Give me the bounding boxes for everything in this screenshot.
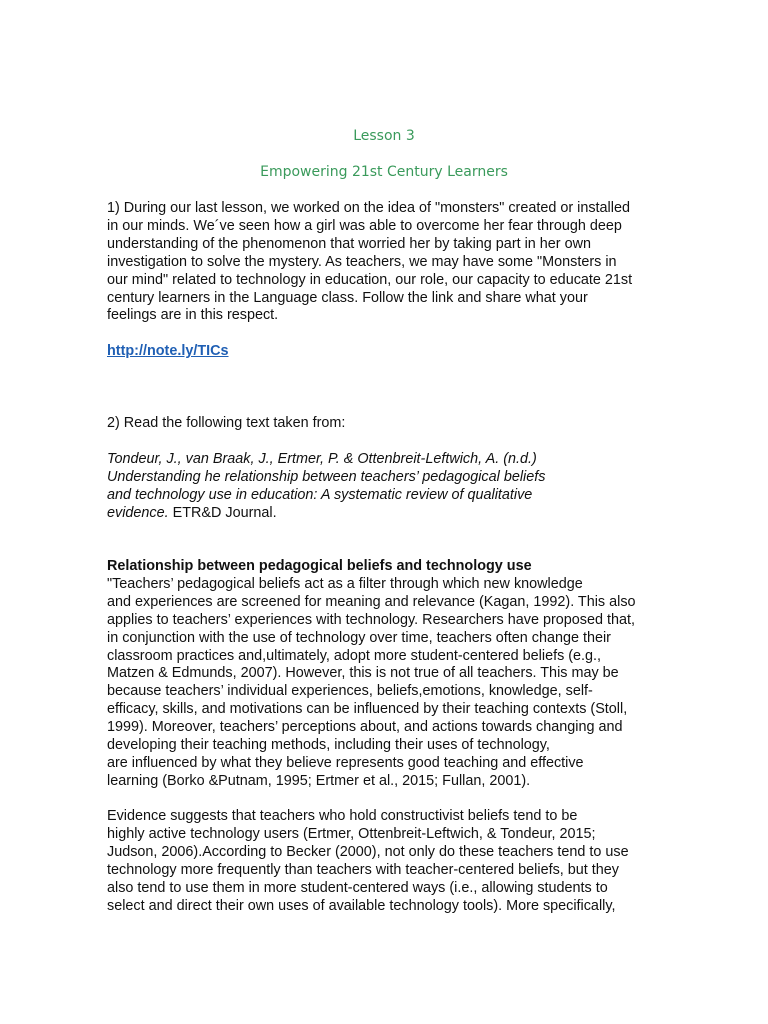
text-line: in conjunction with the use of technology over time, teachers often change their <box>107 629 611 646</box>
text-line: are influenced by what they believe represents good teaching and effective <box>107 754 584 771</box>
text-line: technology more frequently than teachers with teacher-centered beliefs, but they <box>107 861 619 878</box>
link-paragraph <box>107 343 667 361</box>
text-line: 1) During our last lesson, we worked on the idea of "monsters" created or installed <box>107 200 630 216</box>
text-line: efficacy, skills, and motivations can be influenced by their teaching contexts (Stoll, <box>107 701 628 718</box>
text-line: investigation to solve the mystery. As teachers, we may have some "Monsters in <box>107 253 617 270</box>
text-line: 1999). Moreover, teachers’ perceptions about, and actions towards changing and <box>107 719 623 736</box>
text-line: understanding of the phenomenon that worried her by taking part in her own <box>107 235 591 252</box>
text-line: learning (Borko &Putnam, 1995; Ertmer et al., 2015; Fullan, 2001). <box>107 772 531 789</box>
text-line: developing their teaching methods, including their uses of technology, <box>107 737 550 754</box>
citation-line-end: evidence. <box>107 504 169 521</box>
section-paragraph-2 <box>107 808 667 915</box>
text-line: "Teachers’ pedagogical beliefs act as a filter through which new knowledge <box>107 575 583 592</box>
citation-line: Tondeur, J., van Braak, J., Ertmer, P. & Ottenbreit-Leftwich, A. (n.d.) <box>107 451 537 467</box>
text-line: applies to teachers’ experiences with technology. Researchers have proposed that, <box>107 611 635 628</box>
text-line: century learners in the Language class. Follow the link and share what your <box>107 289 588 306</box>
text-line: feelings are in this respect. <box>107 307 279 324</box>
citation-line: and technology use in education: A systematic review of qualitative <box>107 486 533 503</box>
section-heading: Relationship between pedagogical beliefs and technology use <box>107 558 532 574</box>
text-line: classroom practices and,ultimately, adopt more student-centered beliefs (e.g., <box>107 647 602 664</box>
lesson-number: Lesson 3 <box>353 128 415 144</box>
text-line: and experiences are screened for meaning and relevance (Kagan, 1992). This also <box>107 593 636 610</box>
document-title: Empowering 21st Century Learners <box>260 164 508 180</box>
section-body <box>107 558 667 791</box>
citation <box>107 451 667 523</box>
text-line: 2) Read the following text taken from: <box>107 415 346 431</box>
citation-journal: ETR&D Journal. <box>168 504 277 521</box>
citation-line: Understanding he relationship between teachers’ pedagogical beliefs <box>107 468 546 485</box>
text-line: select and direct their own uses of available technology tools). More specifically, <box>107 897 616 914</box>
text-line: our mind" related to technology in education, our role, our capacity to educate 21st <box>107 271 633 288</box>
text-line: also tend to use them in more student-centered ways (i.e., allowing students to <box>107 879 608 896</box>
text-line: Matzen & Edmunds, 2007). However, this is not true of all teachers. This may be <box>107 665 619 682</box>
text-line: highly active technology users (Ertmer, Ottenbreit-Leftwich, & Tondeur, 2015; <box>107 825 596 842</box>
text-line: because teachers’ individual experiences, beliefs,emotions, knowledge, self- <box>107 683 593 700</box>
notely-link[interactable]: http://note.ly/TICs <box>107 343 229 359</box>
text-line: Evidence suggests that teachers who hold constructivist beliefs tend to be <box>107 808 578 824</box>
item-2-intro <box>107 415 667 433</box>
text-line: Judson, 2006).According to Becker (2000), not only do these teachers tend to use <box>107 843 629 860</box>
text-line: in our minds. We´ve seen how a girl was able to overcome her fear through deep <box>107 217 622 234</box>
item-1-paragraph <box>107 200 667 325</box>
